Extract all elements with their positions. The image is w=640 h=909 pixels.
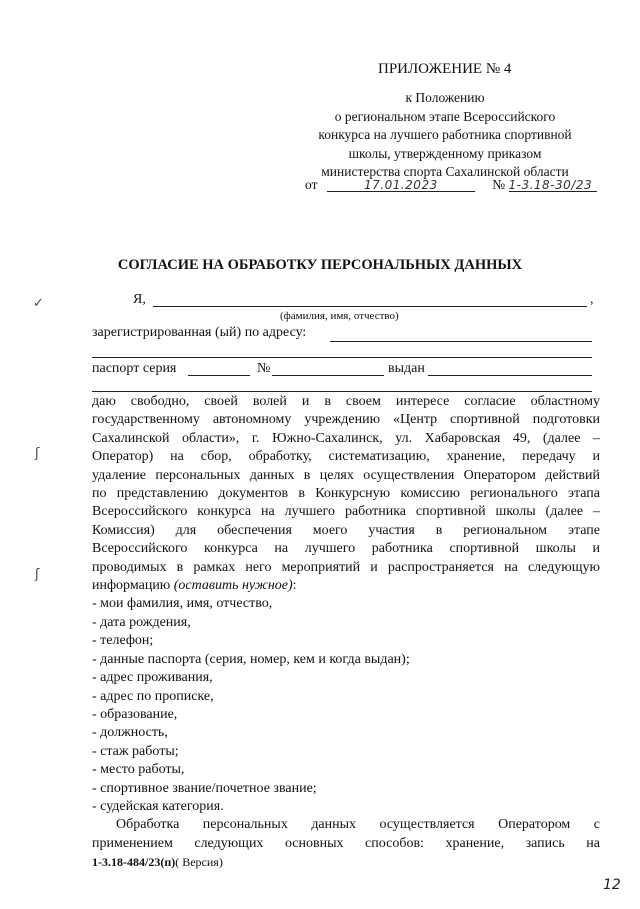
list-item: - образование,	[92, 706, 178, 722]
document-code: 1-3.18-484/23(п)( Версия)	[92, 855, 223, 869]
ref-line: о региональном этапе Всероссийского	[334, 108, 556, 124]
list-item: - дата рождения,	[92, 614, 191, 630]
body-line: Всероссийского конкурса на лучшего работника спортивной школы и	[92, 541, 600, 557]
list-item: - судейская категория.	[92, 798, 224, 814]
body-line: Всероссийского конкурса на лучшего работника спортивной школы (далее –	[92, 504, 600, 520]
from-label: от	[305, 177, 318, 192]
handwritten-number: 1-3.18-30/23	[508, 178, 593, 192]
margin-scribble-icon: ʃ	[35, 446, 40, 461]
list-item: - данные паспорта (серия, номер, кем и когда выдан);	[92, 651, 410, 667]
registered-label: зарегистрированная (ый) по адресу:	[92, 325, 307, 340]
processing-line: Обработка персональных данных осуществляется Оператором с	[116, 817, 600, 833]
i-label: Я,	[133, 292, 146, 307]
passport-number-sign: №	[257, 361, 271, 376]
margin-scribble-icon: ʃ	[35, 567, 40, 582]
fio-comma: ,	[590, 292, 594, 307]
address-field-line-2[interactable]	[92, 357, 592, 358]
processing-line: применением следующих основных способов: хранение, запись на	[92, 835, 600, 851]
fio-hint: (фамилия, имя, отчество)	[280, 310, 399, 322]
address-field-line[interactable]	[330, 341, 592, 342]
body-line: по представлению документов в Конкурсную комиссию регионального этапа	[92, 486, 600, 502]
list-item: - адрес проживания,	[92, 670, 213, 686]
appendix-title: ПРИЛОЖЕНИЕ № 4	[378, 61, 512, 77]
order-date-number	[305, 177, 597, 193]
info-italic-note: (оставить нужное)	[173, 578, 293, 594]
consent-body	[92, 393, 600, 853]
passport-series-field[interactable]	[188, 375, 250, 376]
margin-check-mark-icon: ✓	[33, 296, 44, 311]
list-item: - стаж работы;	[92, 743, 179, 759]
list-item: - телефон;	[92, 633, 154, 649]
info-line: информацию (оставить нужное):	[92, 578, 297, 594]
ref-line: к Положению	[405, 90, 485, 105]
ref-line: министерства спорта Сахалинской области	[321, 164, 569, 179]
handwritten-date: 17.01.2023	[364, 178, 438, 192]
page-number: 12	[603, 877, 621, 893]
issued-label: выдан	[388, 361, 425, 376]
date-field	[327, 177, 475, 192]
body-line: удаление персональных данных в целях осуществления Оператором действий	[92, 467, 600, 483]
list-item: - спортивное звание/почетное звание;	[92, 780, 317, 796]
passport-number-field[interactable]	[272, 375, 384, 376]
body-line: Комиссия) для обеспечения моего участия в региональном этапе	[92, 522, 600, 538]
body-line: Оператор) на сбор, обработку, систематизацию, хранение, передачу и	[92, 449, 600, 465]
issued-field-line-2[interactable]	[92, 391, 592, 392]
document-title: СОГЛАСИЕ НА ОБРАБОТКУ ПЕРСОНАЛЬНЫХ ДАННЫХ	[117, 257, 523, 273]
list-item: - мои фамилия, имя, отчество,	[92, 596, 273, 612]
list-item: - место работы,	[92, 762, 185, 778]
appendix-reference	[290, 89, 600, 182]
body-line: проводимых в рамках него мероприятий и распространяется на следующую	[92, 559, 600, 575]
number-sign: №	[492, 177, 506, 192]
number-field	[509, 177, 597, 192]
list-item: - адрес по прописке,	[92, 688, 214, 704]
body-line: даю свободно, своей волей и в своем интересе согласие областному	[92, 394, 600, 409]
passport-series-label: паспорт серия	[92, 361, 177, 376]
body-line: Сахалинской области», г. Южно-Сахалинск, ул. Хабаровская 49, (далее –	[92, 430, 600, 446]
fio-field-line[interactable]	[153, 306, 587, 307]
issued-field[interactable]	[428, 375, 592, 376]
list-item: - должность,	[92, 725, 168, 741]
ref-line: школы, утвержденному приказом	[348, 145, 542, 161]
version-label: ( Версия)	[175, 855, 223, 869]
body-line: государственному автономному учреждению «Центр спортивной подготовки	[92, 412, 600, 428]
ref-line: конкурса на лучшего работника спортивной	[318, 127, 572, 142]
